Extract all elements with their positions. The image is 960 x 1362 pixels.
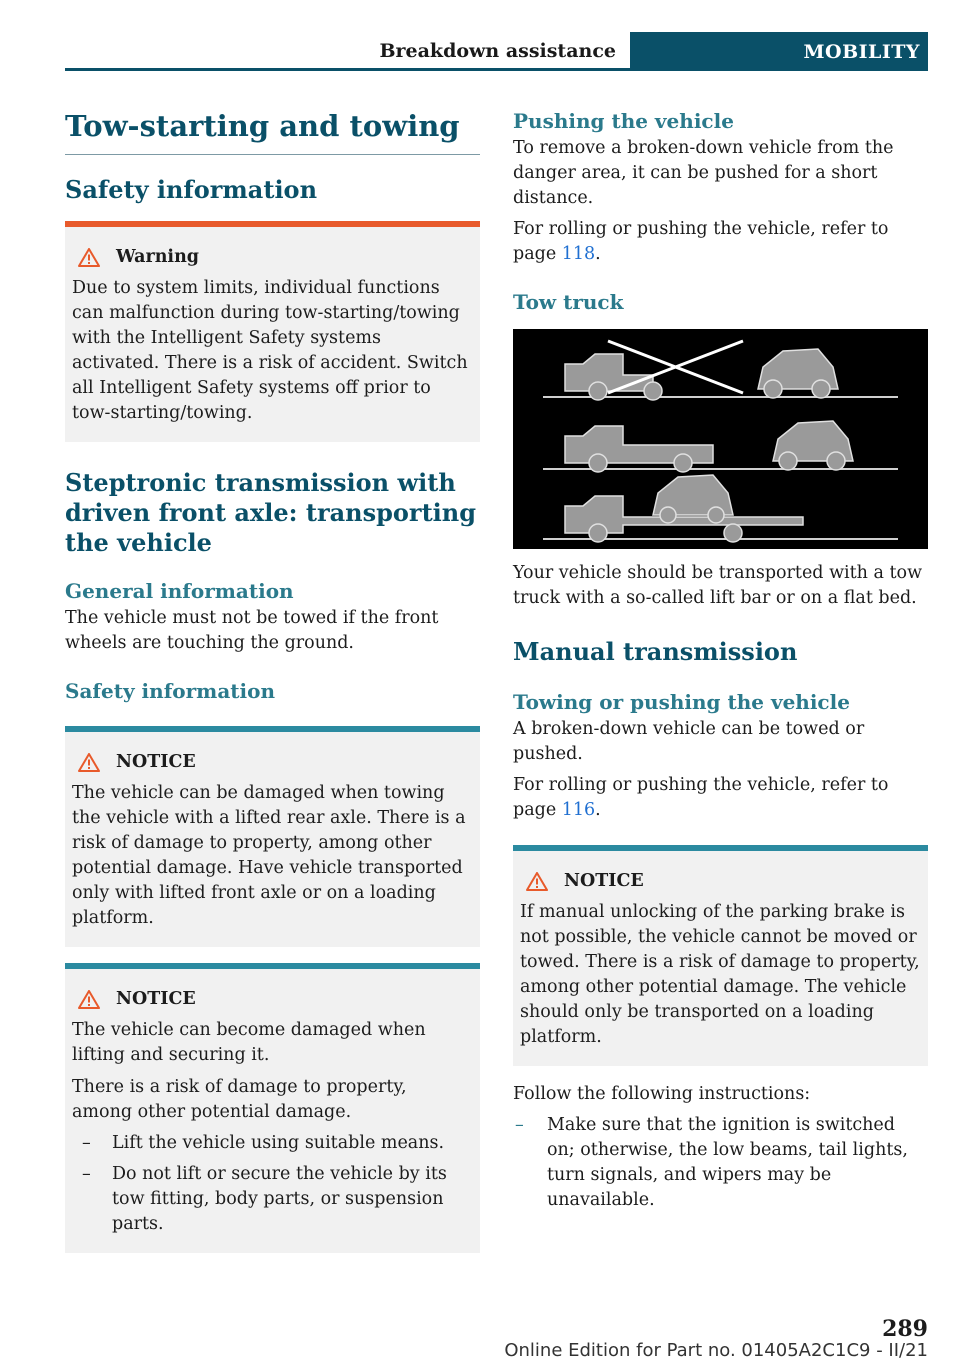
notice-header-2 <box>72 987 472 1011</box>
warning-triangle-icon <box>78 248 100 267</box>
tow-truck-illustration <box>513 329 928 549</box>
tow-truck-text: Your vehicle should be transported with a tow truck with a so-called lift bar or on a flat bed. <box>513 563 923 608</box>
notice-box-3 <box>513 845 928 1066</box>
page-number: 289 <box>882 1316 928 1342</box>
list-item: – Make sure that the ignition is switched on; otherwise, the low beams, tail lights, turn signals, and wipers may be unavailable. <box>515 1115 908 1210</box>
warning-box <box>65 221 480 442</box>
notice-text-2a: The vehicle can become damaged when lifting and securing it. <box>72 1020 426 1065</box>
warning-triangle-icon <box>78 753 100 772</box>
heading-safety-information-2: Safety information <box>65 679 276 703</box>
list-item: – Do not lift or secure the vehicle by its tow fitting, body parts, or suspension parts. <box>82 1164 447 1234</box>
list-item: – Lift the vehicle using suitable means. <box>82 1133 445 1153</box>
pushing-text: To remove a broken-down vehicle from the danger area, it can be pushed for a short distance. <box>513 138 894 208</box>
left-column <box>65 100 480 1253</box>
right-column <box>513 100 928 1213</box>
title-rule <box>65 154 480 155</box>
page-header <box>65 32 928 71</box>
heading-general-information: General information <box>65 579 294 603</box>
pushing-reference: For rolling or pushing the vehicle, refer to page 118. <box>513 219 889 264</box>
edition-note: Online Edition for Part no. 01405A2C1C9 - II/21 <box>504 1340 928 1361</box>
heading-tow-truck: Tow truck <box>513 290 624 314</box>
instructions-list <box>513 1113 928 1213</box>
notice-box-2 <box>65 963 480 1253</box>
follow-instructions-text: Follow the following instructions: <box>513 1084 811 1104</box>
header-rule <box>65 68 630 71</box>
category-tab: MOBILITY <box>630 32 928 71</box>
notice-header-3 <box>520 869 920 893</box>
warning-text: Due to system limits, individual functions can malfunction during tow-starting/towing with the Intelligent Safety systems activated. There is a risk of accident. Switch all Intelligent Safety systems off prior to tow-starting/towing. <box>72 278 468 423</box>
notice-list <box>72 1131 472 1237</box>
notice-box-1 <box>65 726 480 947</box>
heading-safety-information: Safety information <box>65 175 318 204</box>
warning-header <box>72 245 472 269</box>
notice-title-3: NOTICE <box>564 871 644 891</box>
warning-triangle-icon <box>78 990 100 1009</box>
page-link-118[interactable]: 118 <box>561 244 596 264</box>
page-title: Tow-starting and towing <box>65 109 460 143</box>
notice-text-1: The vehicle can be damaged when towing the vehicle with a lifted rear axle. There is a risk of damage to property, among other potential damage. Have vehicle transported only with lifted front axle or on a loading platform. <box>72 783 466 928</box>
page-footer <box>470 1316 928 1361</box>
section-title: Breakdown assistance <box>379 40 616 62</box>
notice-title-1: NOTICE <box>116 752 196 772</box>
general-information-text: The vehicle must not be towed if the front wheels are touching the ground. <box>65 608 439 653</box>
notice-header-1 <box>72 750 472 774</box>
heading-steptronic: Steptronic transmission with driven front axle: transporting the vehicle <box>65 468 476 557</box>
notice-text-3: If manual unlocking of the parking brake is not possible, the vehicle cannot be moved or towed. There is a risk of damage to property, among other potential damage. The vehicle should only be transported on a loading platform. <box>520 902 920 1047</box>
towing-reference: For rolling or pushing the vehicle, refer to page 116. <box>513 775 889 820</box>
towing-text: A broken-down vehicle can be towed or pushed. <box>513 719 865 764</box>
heading-towing-pushing: Towing or pushing the vehicle <box>513 690 850 714</box>
notice-title-2: NOTICE <box>116 989 196 1009</box>
warning-triangle-icon <box>526 872 548 891</box>
notice-text-2b: There is a risk of damage to property, among other potential damage. <box>72 1077 407 1122</box>
heading-pushing-vehicle: Pushing the vehicle <box>513 109 734 133</box>
warning-title: Warning <box>116 247 200 267</box>
page-link-116[interactable]: 116 <box>561 800 596 820</box>
heading-manual-transmission: Manual transmission <box>513 637 798 666</box>
